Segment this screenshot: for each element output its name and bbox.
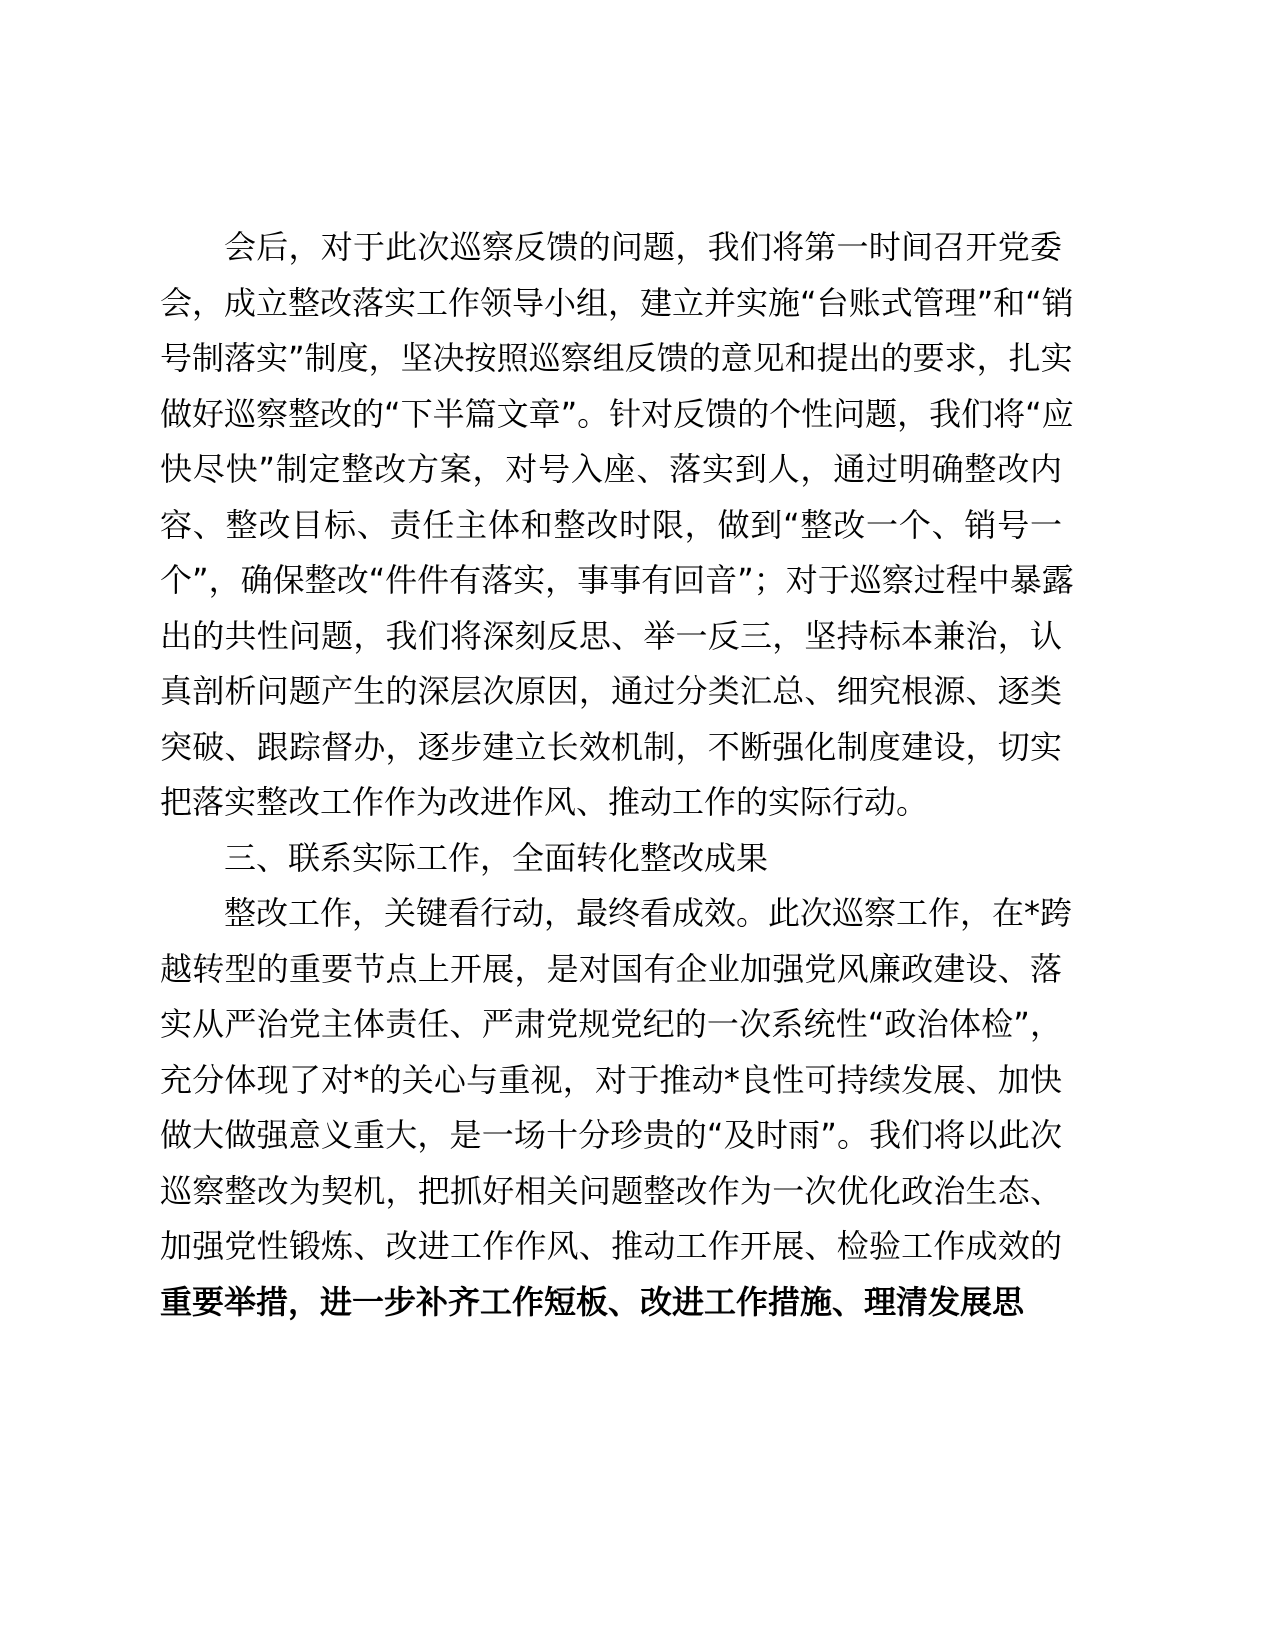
text-line: 整改工作，关键看行动，最终看成效。此次巡察工作，在*跨 <box>224 894 1073 932</box>
text-line: 容、整改目标、责任主体和整改时限，做到“整改一个、销号一 <box>160 505 1062 544</box>
section-heading: 三、联系实际工作，全面转化整改成果 <box>224 838 769 877</box>
text-line: 加强党性锻炼、改进工作作风、推动工作开展、检验工作成效的 <box>160 1227 1062 1265</box>
text-line: 巡察整改为契机，把抓好相关问题整改作为一次优化政治生态、 <box>160 1171 1062 1210</box>
text-line: 把落实整改工作作为改进作风、推动工作的实际行动。 <box>160 783 929 821</box>
text-line: 实从严治党主体责任、严肃党规党纪的一次系统性“政治体检”， <box>160 1005 1062 1043</box>
text-line: 真剖析问题产生的深层次原因，通过分类汇总、细究根源、逐类 <box>160 672 1062 710</box>
text-line: 越转型的重要节点上开展，是对国有企业加强党风廉政建设、落 <box>160 949 1062 988</box>
text-line: 重要举措，进一步补齐工作短板、改进工作措施、理清发展思 <box>160 1282 1025 1321</box>
text-line: 快尽快”制定整改方案，对号入座、落实到人，通过明确整改内 <box>160 450 1062 488</box>
document-body <box>160 220 1074 1330</box>
text-line: 突破、跟踪督办，逐步建立长效机制，不断强化制度建设，切实 <box>160 727 1062 766</box>
paragraph-rectification-plan <box>160 220 1074 831</box>
paragraph-rectification-results <box>160 886 1073 1330</box>
text-line: 会，成立整改落实工作领导小组，建立并实施“台账式管理”和“销 <box>160 283 1074 322</box>
text-line: 充分体现了对*的关心与重视，对于推动*良性可持续发展、加快 <box>160 1060 1062 1099</box>
text-line: 做好巡察整改的“下半篇文章”。针对反馈的个性问题，我们将“应 <box>160 394 1074 433</box>
text-line: 做大做强意义重大，是一场十分珍贵的“及时雨”。我们将以此次 <box>160 1116 1062 1154</box>
text-line: 出的共性问题，我们将深刻反思、举一反三，坚持标本兼治，认 <box>160 616 1062 655</box>
text-line: 号制落实”制度，坚决按照巡察组反馈的意见和提出的要求，扎实 <box>160 339 1073 377</box>
text-line: 会后，对于此次巡察反馈的问题，我们将第一时间召开党委 <box>224 228 1062 266</box>
text-line: 个”，确保整改“件件有落实，事事有回音”；对于巡察过程中暴露 <box>160 561 1074 599</box>
